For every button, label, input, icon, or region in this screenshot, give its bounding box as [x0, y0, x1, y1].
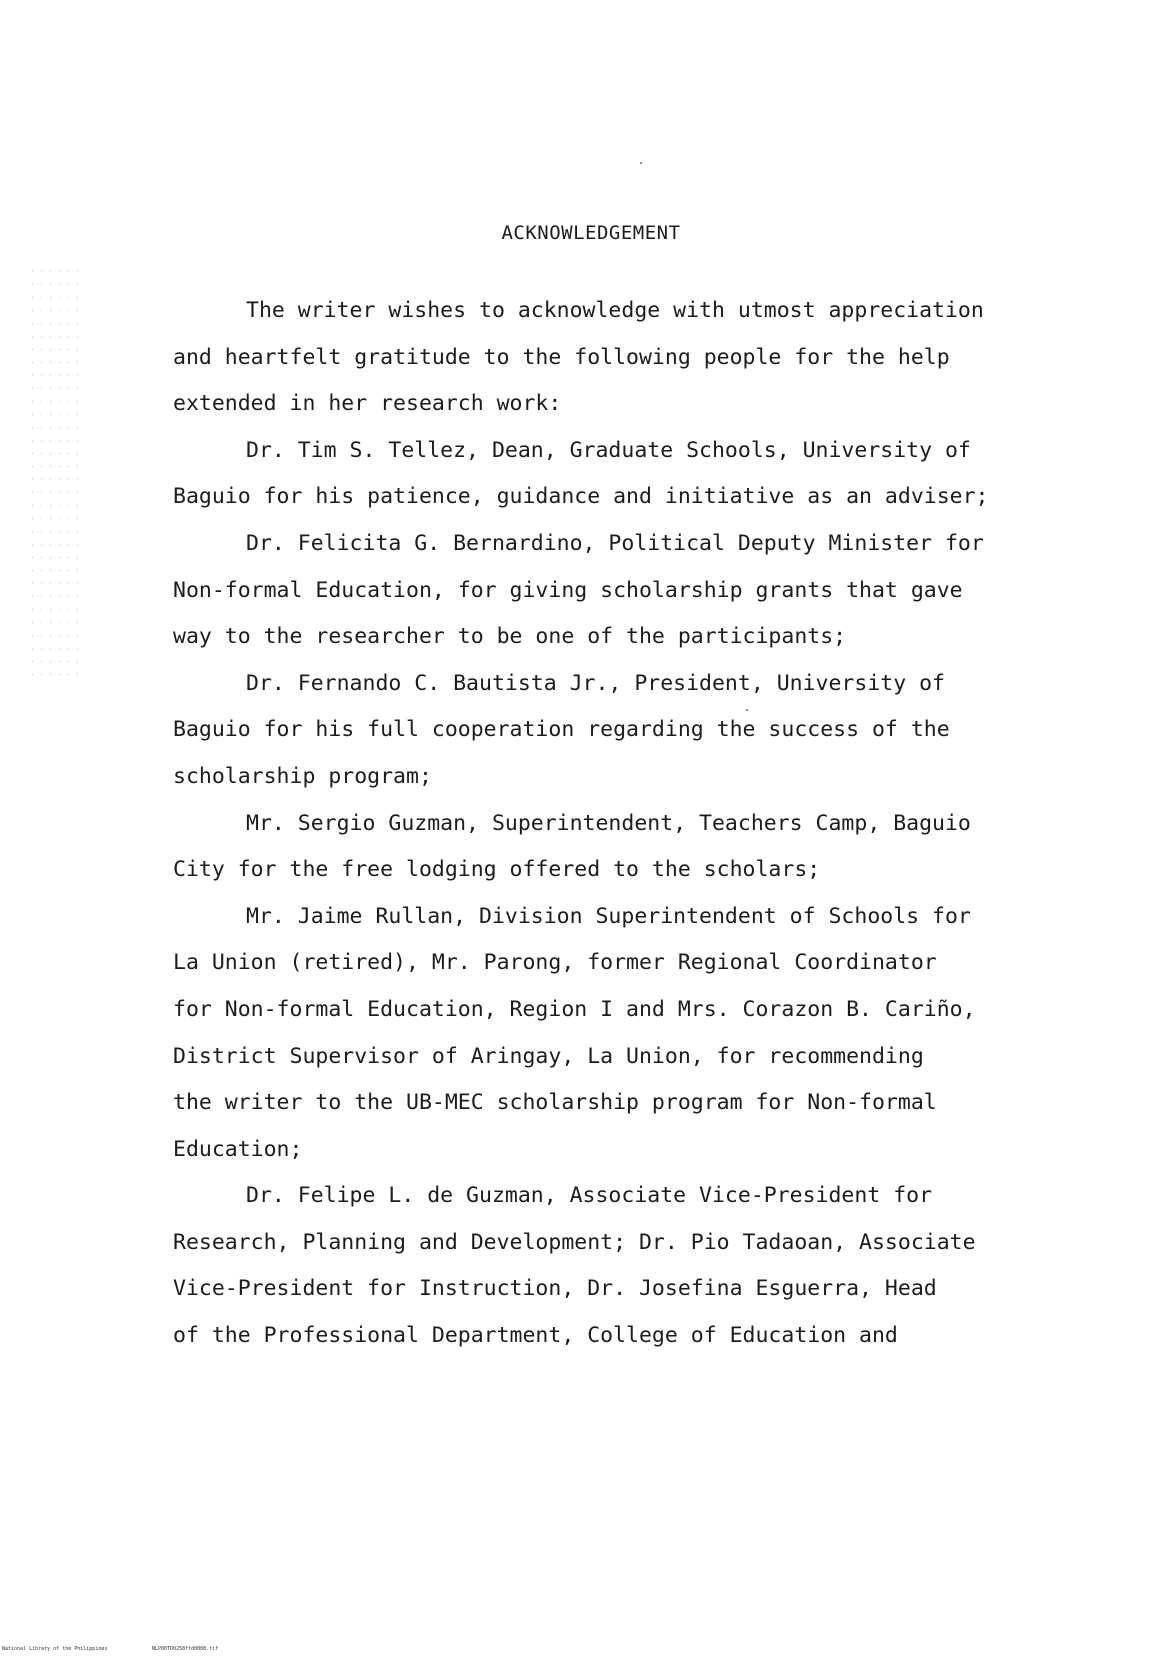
text-line: for Non-formal Education, Region I and Mrs. Corazon B. Cariño,: [173, 996, 976, 1022]
text-line: City for the free lodging offered to the scholars;: [173, 857, 821, 883]
text-line: of the Professional Department, College of Education and: [173, 1323, 898, 1349]
text-line: the writer to the UB-MEC scholarship program for Non-formal: [173, 1090, 937, 1116]
text-line: and heartfelt gratitude to the following people for the help: [173, 344, 950, 370]
page-heading: ACKNOWLEDGEMENT: [501, 222, 681, 244]
text-line: La Union (retired), Mr. Parong, former Regional Coordinator: [173, 950, 937, 976]
text-line: Mr. Sergio Guzman, Superintendent, Teachers Camp, Baguio: [246, 810, 971, 836]
text-line: District Supervisor of Aringay, La Union, for recommending: [173, 1043, 924, 1069]
text-line: Research, Planning and Development; Dr. Pio Tadaoan, Associate: [173, 1229, 976, 1255]
scan-edge-noise: [28, 265, 78, 685]
text-line: Dr. Felicita G. Bernardino, Political Deputy Minister for: [246, 530, 984, 556]
text-line: way to the researcher to be one of the participants;: [173, 624, 847, 650]
text-line: scholarship program;: [173, 763, 432, 789]
text-line: Mr. Jaime Rullan, Division Superintendent of Schools for: [246, 903, 971, 929]
text-line: Dr. Fernando C. Bautista Jr., President, University of: [246, 670, 945, 696]
footer-file-label: NLP00TD0258ftd0008.tif: [152, 1646, 219, 1652]
text-line: Vice-President for Instruction, Dr. Josefina Esguerra, Head: [173, 1276, 937, 1302]
text-line: Baguio for his full cooperation regarding the success of the: [173, 717, 950, 743]
text-line: The writer wishes to acknowledge with utmost appreciation: [246, 298, 984, 323]
text-line: extended in her research work:: [173, 391, 562, 417]
footer-library-label: National Library of the Philippines: [2, 1646, 108, 1652]
text-line: Dr. Felipe L. de Guzman, Associate Vice-President for: [246, 1183, 933, 1209]
acknowledgement-body: [173, 288, 1073, 1360]
text-line: Education;: [173, 1136, 303, 1162]
text-line: Dr. Tim S. Tellez, Dean, Graduate Schools, University of: [246, 437, 971, 463]
scan-speck: [640, 162, 642, 164]
text-line: Baguio for his patience, guidance and initiative as an adviser;: [173, 484, 989, 510]
text-line: Non-formal Education, for giving scholarship grants that gave: [173, 577, 963, 603]
